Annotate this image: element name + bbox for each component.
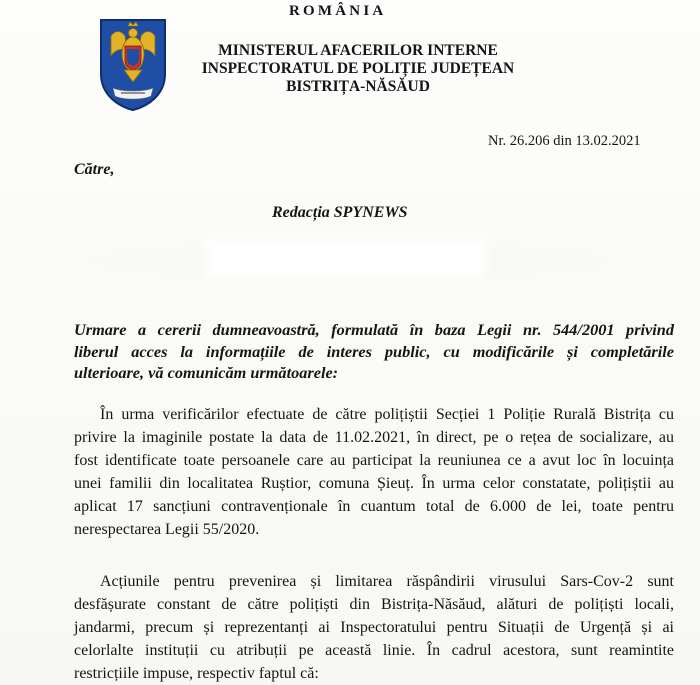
paragraph-1-line-1: În urma verificărilor efectuate de către polițiștii Secției 1 Poliție Rurală Bistrița cu	[100, 406, 674, 423]
intro-paragraph	[74, 319, 674, 384]
paragraph-1	[48, 403, 674, 541]
paragraph-1-line-5: aplicat 17 sancțiuni contravenționale în cuantum total de 6.000 de lei, toate pentru	[74, 498, 674, 515]
salutation: Către,	[74, 161, 115, 178]
paragraph-2-line-1: Acțiunile pentru prevenirea și limitarea răspândirii virusului Sars-Cov-2 sunt	[100, 573, 674, 590]
redacted-area	[210, 243, 480, 273]
ministry-name: MINISTERUL AFACERILOR INTERNE	[218, 42, 498, 59]
paragraph-1-line-4: unei familii din localitatea Ruștior, comuna Șieuț. În urma celor constatate, polițiștii au	[74, 475, 674, 492]
intro-line-3: ulterioare, vă comunicăm următoarele:	[74, 363, 339, 382]
paragraph-2	[48, 570, 674, 685]
paragraph-2-line-5: restricțiile impuse, respectiv faptul că:	[74, 665, 319, 682]
inspectorate-name: INSPECTORATUL DE POLIȚIE JUDEȚEAN	[201, 60, 515, 77]
country-name: ROMÂNIA	[289, 3, 387, 19]
paragraph-2-line-4: celorlalte instituții cu atribuții pe această linie. În cadrul acestora, sunt reamintite	[74, 642, 674, 659]
institution-header	[188, 42, 528, 96]
intro-line-1: Urmare a cererii dumneavoastră, formulată în baza Legii nr. 544/2001 privind	[74, 320, 674, 339]
recipient: Redacția SPYNEWS	[272, 204, 408, 221]
paragraph-1-line-3: fost identificate toate persoanele care au participat la reuniunea ce a avut loc în locuința	[74, 452, 674, 469]
paragraph-2-line-3: jandarmi, precum și reprezentanți ai Inspectoratului pentru Situații de Urgență și ai	[74, 619, 674, 636]
paragraph-1-line-2: privire la imaginile postate la data de 11.02.2021, în direct, pe o rețea de socializare, au	[74, 429, 674, 446]
paragraph-2-line-2: desfășurate constant de către polițiști din Bistrița-Năsăud, alături de polițiști locali,	[74, 596, 674, 613]
registration-number: Nr. 26.206 din 13.02.2021	[488, 133, 641, 149]
paragraph-1-line-6: nerespectarea Legii 55/2020.	[74, 521, 260, 538]
romanian-police-crest-icon	[97, 16, 169, 112]
intro-line-2: liberul acces la informațiile de interes public, cu modificările și completările	[74, 341, 674, 361]
county-name: BISTRIȚA-NĂSĂUD	[286, 78, 430, 95]
